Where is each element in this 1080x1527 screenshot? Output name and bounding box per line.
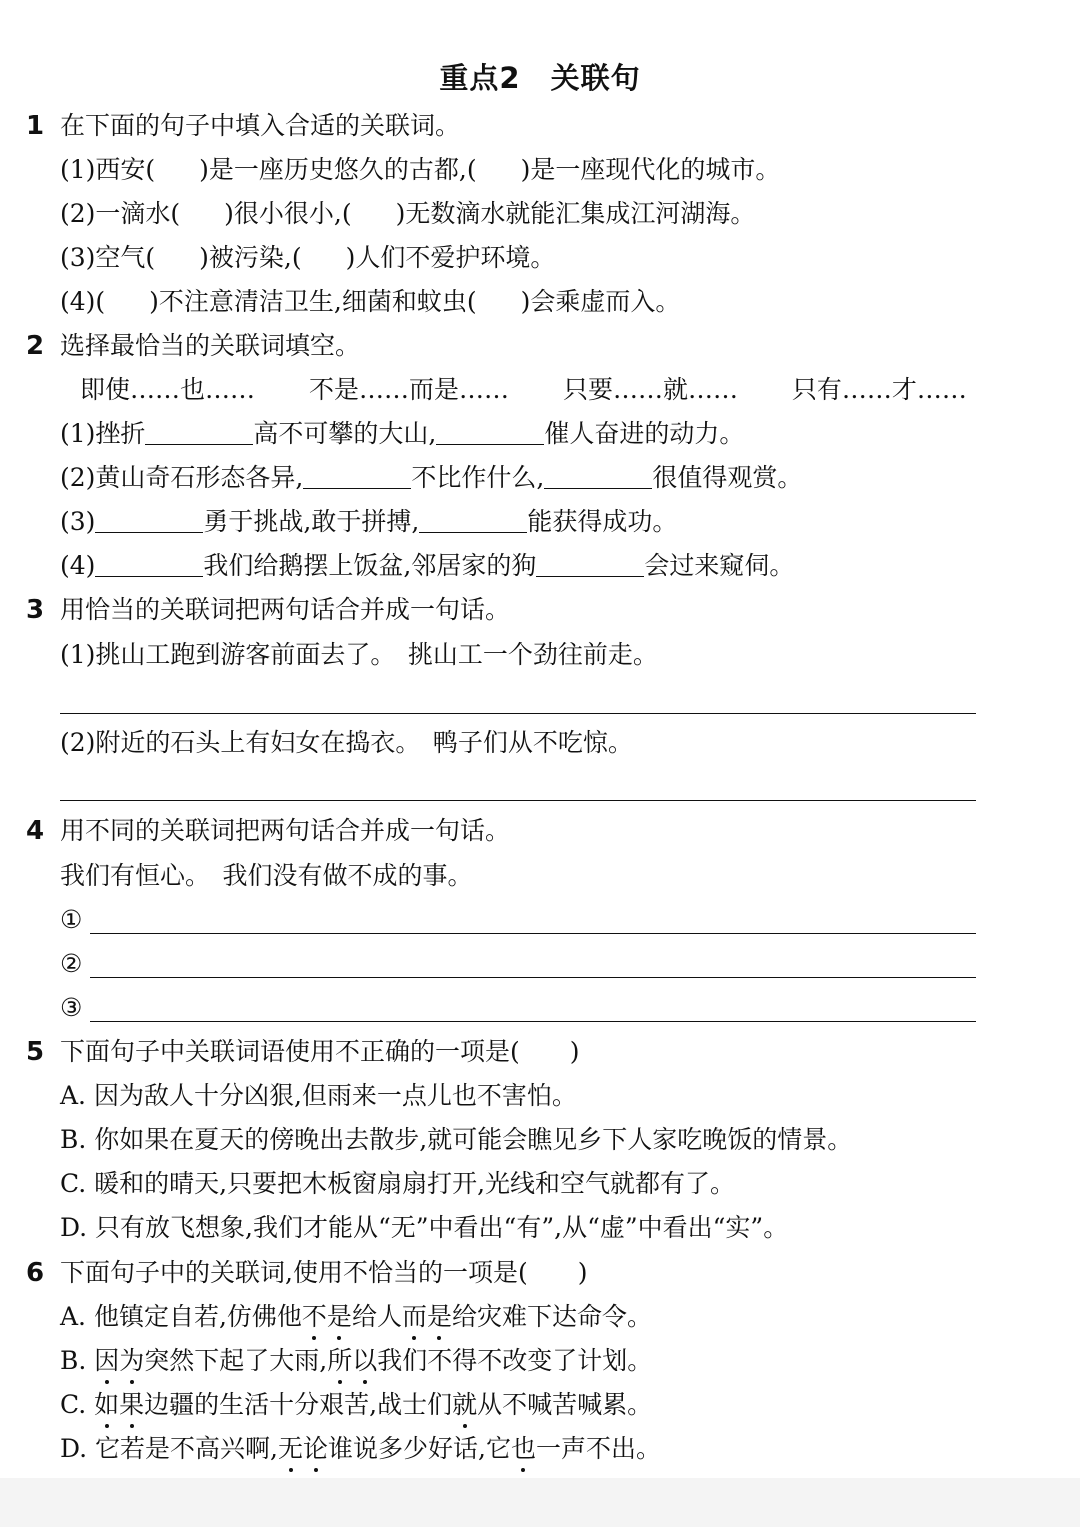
q4-sentence: 我们有恒心。 我们没有做不成的事。 — [60, 861, 473, 890]
fill-blank[interactable] — [536, 552, 644, 577]
circled-number-3: ③ — [60, 993, 83, 1022]
q3-item-2: (2)附近的石头上有妇女在捣衣。 鸭子们从不吃惊。 — [60, 728, 633, 757]
circled-number-2: ② — [60, 949, 83, 978]
q2-option: 不是……而是…… — [308, 375, 509, 404]
question-number-5: 5 — [26, 1037, 45, 1067]
answer-line[interactable] — [90, 933, 976, 934]
q2-item-4: (4) 我们给鹅摆上饭盆,邻居家的狗 会过来窥伺。 — [60, 551, 795, 580]
answer-line[interactable] — [60, 713, 976, 714]
answer-line[interactable] — [60, 800, 976, 801]
question-number-3: 3 — [26, 595, 45, 625]
answer-line[interactable] — [90, 1021, 976, 1022]
question-number-6: 6 — [26, 1258, 45, 1288]
q1-item-4: (4)( )不注意清洁卫生,细菌和蚊虫( )会乘虚而入。 — [60, 287, 681, 316]
question-4-prompt: 用不同的关联词把两句话合并成一句话。 — [60, 816, 511, 845]
page-bottom-margin — [0, 1478, 1080, 1527]
q2-option: 只有……才…… — [791, 375, 967, 404]
q2-word-options — [80, 374, 1013, 406]
fill-blank[interactable] — [95, 552, 203, 577]
q2-item-2: (2)黄山奇石形态各异, 不比作什么, 很值得观赏。 — [60, 463, 803, 492]
q5-option-c: C. 暖和的晴天,只要把木板窗扇扇打开,光线和空气就都有了。 — [60, 1169, 736, 1198]
fill-blank[interactable] — [95, 508, 203, 533]
question-number-4: 4 — [26, 816, 45, 846]
answer-line[interactable] — [90, 977, 976, 978]
q2-option: 只要……就…… — [562, 375, 738, 404]
question-number-1: 1 — [26, 111, 45, 141]
q5-option-d: D. 只有放飞想象,我们才能从“无”中看出“有”,从“虚”中看出“实”。 — [60, 1213, 789, 1242]
fill-blank[interactable] — [544, 464, 652, 489]
fill-blank[interactable] — [419, 508, 527, 533]
question-1-prompt: 在下面的句子中填入合适的关联词。 — [60, 111, 461, 140]
fill-blank[interactable] — [303, 464, 411, 489]
page-title: 重点2 关联句 — [439, 61, 641, 95]
q2-option: 即使……也…… — [80, 375, 256, 404]
q1-item-2: (2)一滴水( )很小很小,( )无数滴水就能汇集成江河湖海。 — [60, 199, 756, 228]
question-2-prompt: 选择最恰当的关联词填空。 — [60, 331, 361, 360]
question-3-prompt: 用恰当的关联词把两句话合并成一句话。 — [60, 595, 511, 624]
q5-option-a: A. 因为敌人十分凶狠,但雨来一点儿也不害怕。 — [60, 1081, 577, 1110]
q5-option-b: B. 你如果在夏天的傍晚出去散步,就可能会瞧见乡下人家吃晚饭的情景。 — [60, 1125, 853, 1154]
fill-blank[interactable] — [145, 420, 253, 445]
circled-number-1: ① — [60, 905, 83, 934]
q1-item-1: (1)西安( )是一座历史悠久的古都,( )是一座现代化的城市。 — [60, 155, 781, 184]
q1-item-3: (3)空气( )被污染,( )人们不爱护环境。 — [60, 243, 556, 272]
q6-option-c: C. 如果边疆的生活十分艰苦,战士们就从不喊苦喊累。 — [60, 1390, 653, 1419]
question-number-2: 2 — [26, 331, 45, 361]
question-5-prompt: 下面句子中关联词语使用不正确的一项是( ) — [60, 1037, 580, 1066]
q6-option-d: D. 它若是不高兴啊,无论谁说多少好话,它也一声不出。 — [60, 1434, 662, 1463]
q2-item-3: (3) 勇于挑战,敢于拼搏, 能获得成功。 — [60, 507, 678, 536]
q6-option-b: B. 因为突然下起了大雨,所以我们不得不改变了计划。 — [60, 1346, 653, 1375]
fill-blank[interactable] — [436, 420, 544, 445]
question-6-prompt: 下面句子中的关联词,使用不恰当的一项是( ) — [60, 1258, 588, 1287]
q6-option-a: A. 他镇定自若,仿佛他不是给人而是给灾难下达命令。 — [60, 1302, 652, 1331]
q2-item-1: (1)挫折 高不可攀的大山, 催人奋进的动力。 — [60, 419, 745, 448]
q3-item-1: (1)挑山工跑到游客前面去了。 挑山工一个劲往前走。 — [60, 640, 658, 669]
